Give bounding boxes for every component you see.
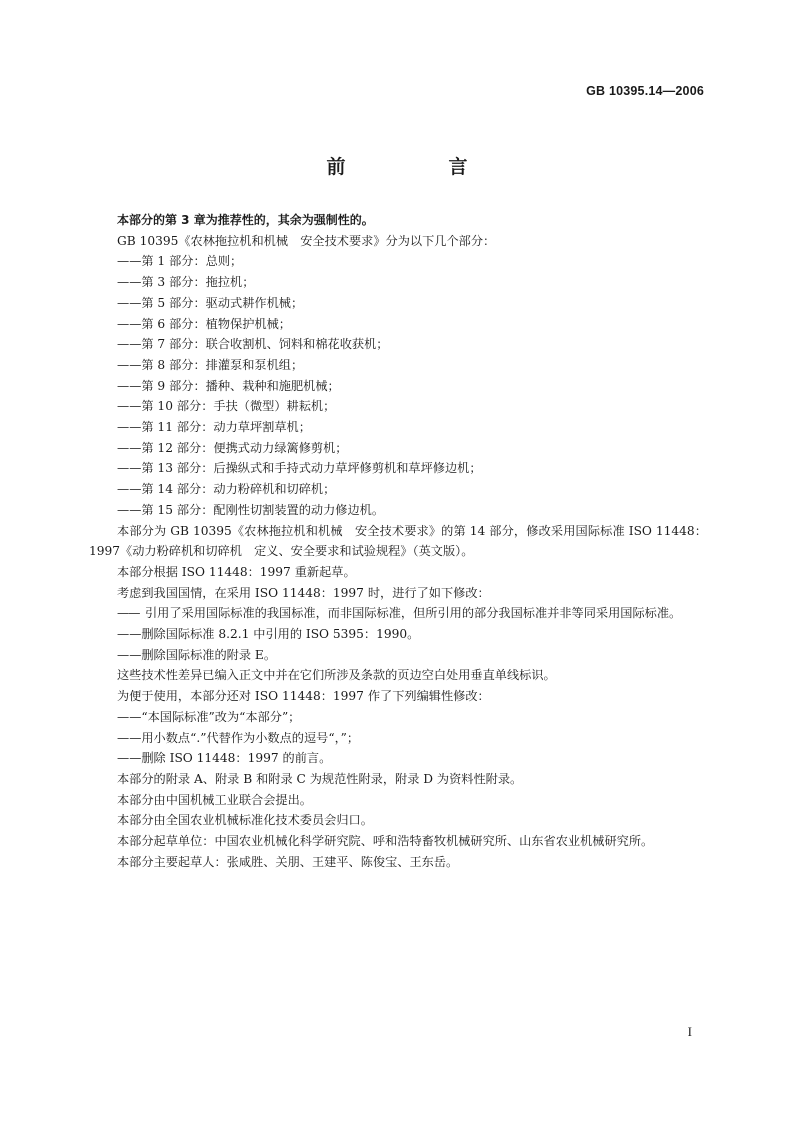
list-item: ——删除国际标准的附录 E。 xyxy=(117,647,277,662)
list-item-text: 引用了采用国际标准的我国标准，而非国际标准，但所引用的部分我国标准并非等同采用国际标准。 xyxy=(145,606,682,621)
paragraph: GB 10395《农林拖拉机和机械 安全技术要求》分为以下几个部分： xyxy=(117,233,496,248)
paragraph: 本部分起草单位：中国农业机械化科学研究院、呼和浩特畜牧机械研究所、山东省农业机械研究所。 xyxy=(117,834,654,849)
standard-number: GB 10395.14—2006 xyxy=(586,84,704,98)
list-item xyxy=(89,603,707,624)
list-item: ——第 10 部分：手扶（微型）耕耘机； xyxy=(117,399,336,414)
paragraph: 本部分由全国农业机械标准化技术委员会归口。 xyxy=(117,813,373,828)
paragraph: 本部分的附录 A、附录 B 和附录 C 为规范性附录，附录 D 为资料性附录。 xyxy=(117,771,523,786)
paragraph: 本部分主要起草人：张咸胜、关朋、王建平、陈俊宝、王东岳。 xyxy=(117,854,459,869)
list-item: ——用小数点“.”代替作为小数点的逗号“，”； xyxy=(117,730,360,745)
list-item: ——第 15 部分：配刚性切割装置的动力修边机。 xyxy=(117,502,385,517)
list-item: ——第 13 部分：后操纵式和手持式动力草坪修剪机和草坪修边机； xyxy=(117,461,482,476)
list-item: ——第 1 部分：总则； xyxy=(117,254,243,269)
list-item: ——第 9 部分：播种、栽种和施肥机械； xyxy=(117,378,340,393)
list-item: ——删除国际标准 8.2.1 中引用的 ISO 5395：1990。 xyxy=(117,627,420,642)
list-item: ——第 12 部分：便携式动力绿篱修剪机； xyxy=(117,440,348,455)
paragraph: 这些技术性差异已编入正文中并在它们所涉及条款的页边空白处用垂直单线标识。 xyxy=(117,668,556,683)
paragraph: 本部分根据 ISO 11448：1997 重新起草。 xyxy=(117,564,356,579)
paragraph: 本部分由中国机械工业联合会提出。 xyxy=(117,792,312,807)
list-item: ——第 11 部分：动力草坪割草机； xyxy=(117,420,311,435)
page-number: I xyxy=(687,1024,692,1039)
list-item: ——“本国际标准”改为“本部分”； xyxy=(117,709,301,724)
list-item: ——删除 ISO 11448：1997 的前言。 xyxy=(117,751,332,766)
dash-marker: —— xyxy=(117,606,140,621)
paragraph: 本部分为 GB 10395《农林拖拉机和机械 安全技术要求》的第 14 部分，修改采用国际标准 ISO 11448：1997《动力粉碎机和切碎机 定义、安全要求和试验规程》（英文版）。 xyxy=(89,523,707,559)
list-item: ——第 5 部分：驱动式耕作机械； xyxy=(117,295,304,310)
paragraph: 考虑到我国国情，在采用 ISO 11448：1997 时，进行了如下修改： xyxy=(117,585,490,600)
list-item: ——第 3 部分：拖拉机； xyxy=(117,275,255,290)
list-item: ——第 7 部分：联合收割机、饲料和棉花收获机； xyxy=(117,337,389,352)
page-title: 前 言 xyxy=(326,156,510,178)
paragraph: 本部分的第 3 章为推荐性的，其余为强制性的。 xyxy=(117,213,374,227)
foreword-body xyxy=(89,210,707,873)
list-item: ——第 6 部分：植物保护机械； xyxy=(117,316,291,331)
paragraph: 为便于使用，本部分还对 ISO 11448：1997 作了下列编辑性修改： xyxy=(117,689,490,704)
list-item: ——第 14 部分：动力粉碎机和切碎机； xyxy=(117,482,336,497)
list-item: ——第 8 部分：排灌泵和泵机组； xyxy=(117,357,304,372)
